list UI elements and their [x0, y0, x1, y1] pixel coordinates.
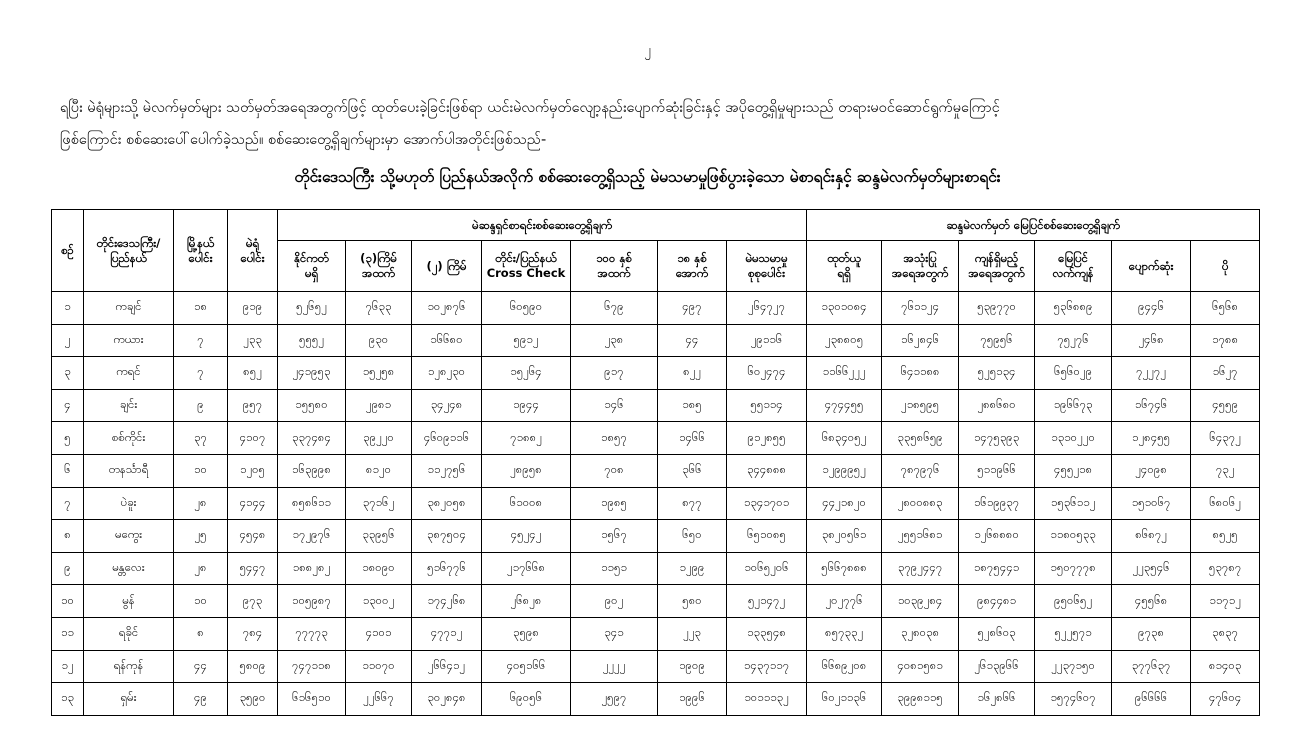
col-header-region — [84, 210, 174, 292]
cell-age100: ၁၁၅၁ — [571, 552, 658, 585]
cell-age18: ၈၂၂ — [658, 357, 727, 390]
cell-lost: ၁၂၈၄၅၅ — [1112, 422, 1191, 455]
cell-station-count: ၇၈၄ — [228, 617, 278, 650]
cell-no-nrc: ၅၂၆၅၂ — [278, 292, 346, 325]
group-header-voter-list: မဲဆန္ဒရှင်စာရင်းစစ်ဆေးတွေ့ရှိချက် — [278, 210, 807, 241]
cell-station-count: ၃၅၉၀ — [228, 683, 278, 716]
cell-actual: ၁၁၈၀၅၃၃ — [1035, 520, 1112, 553]
cell-cross-check: ၂၈၉၅၈ — [482, 454, 571, 487]
col-header-remain — [959, 241, 1035, 292]
cell-station-count: ၁၂၀၅ — [228, 454, 278, 487]
cell-age18: ၁၈၅ — [658, 389, 727, 422]
cell-over3: ၂၉၈၁ — [346, 389, 412, 422]
cell-actual: ၁၅၀၇၇၇၈ — [1035, 552, 1112, 585]
cell-remain: ၅၂၈၆၀၃ — [959, 617, 1035, 650]
cell-remain: ၁၈၇၅၄၄၁ — [959, 552, 1035, 585]
table-row — [52, 683, 1260, 716]
cell-remain: ၁၂၆၈၈၈၀ — [959, 520, 1035, 553]
cell-over3: ၃၃၉၅၆ — [346, 520, 412, 553]
col-header-age100-line1: ၁၀၀ နှစ် — [596, 251, 632, 265]
cell-twice: ၁၁၂၇၅၆ — [412, 454, 482, 487]
cell-lost: ၁၆၇၄၆ — [1112, 389, 1191, 422]
cell-extra: ၆၈၀၆၂ — [1191, 487, 1260, 520]
cell-total-fraud: ၅၅၁၁၄ — [727, 389, 807, 422]
col-header-used-line2: အရေအတွက် — [891, 266, 949, 280]
table-row — [52, 552, 1260, 585]
cell-used: ၁၆၂၈၄၆ — [882, 324, 959, 357]
col-header-issued — [807, 241, 882, 292]
col-header-age18-line2: အောက် — [675, 266, 709, 280]
fraud-table — [51, 209, 1260, 716]
cell-no-nrc: ၇၇၇၇၃ — [278, 617, 346, 650]
col-header-over3-line1: (၃)ကြိမ် — [360, 251, 397, 265]
table-body — [52, 292, 1260, 716]
cell-issued: ၁၃၀၁၀၈၄ — [807, 292, 882, 325]
cell-sr: ၇ — [52, 487, 84, 520]
col-header-total-fraud — [727, 241, 807, 292]
cell-cross-check: ၁၉၄၄ — [482, 389, 571, 422]
cell-twice: ၃၈၇၅၀၄ — [412, 520, 482, 553]
cell-over3: ၁၃၀၀၂ — [346, 585, 412, 618]
cell-township-count: ၇ — [174, 324, 228, 357]
cell-sr: ၄ — [52, 389, 84, 422]
cell-no-nrc: ၁၀၅၉၈၇ — [278, 585, 346, 618]
cell-sr: ၆ — [52, 454, 84, 487]
cell-total-fraud: ၁၃၄၁၇၀၁ — [727, 487, 807, 520]
cell-region: မကွေး — [84, 520, 174, 553]
cell-issued: ၆၀၂၁၁၃၆ — [807, 683, 882, 716]
col-header-township-line1: မြို့နယ် — [186, 235, 215, 250]
cell-extra: ၃၈၃၇ — [1191, 617, 1260, 650]
cell-over3: ၄၁၀၁ — [346, 617, 412, 650]
cell-issued: ၈၅၇၃၃၂ — [807, 617, 882, 650]
cell-actual: ၅၂၂၅၇၁ — [1035, 617, 1112, 650]
cell-used: ၁၀၃၉၂၈၄ — [882, 585, 959, 618]
cell-age100: ၂၃၈ — [571, 324, 658, 357]
cell-twice: ၁၀၂၈၇၆ — [412, 292, 482, 325]
cell-township-count: ၁၀ — [174, 454, 228, 487]
cell-twice: ၅၁၆၇၇၆ — [412, 552, 482, 585]
cell-township-count: ၄၉ — [174, 683, 228, 716]
col-header-age18-line1: ၁၈ နှစ် — [677, 251, 707, 265]
cell-lost: ၂၂၃၅၄၆ — [1112, 552, 1191, 585]
cell-cross-check: ၆၉၀၅၆ — [482, 683, 571, 716]
col-header-township — [174, 210, 228, 292]
cell-used: ၂၁၈၅၉၅ — [882, 389, 959, 422]
table-title: တိုင်းဒေသကြီး သို့မဟုတ် ပြည်နယ်အလိုက် စစ်ဆေးတွေ့ရှိသည့် မဲမသမာမှုဖြစ်ပွားခဲ့သော မဲစာရင်းနှင့် ဆန္ဒမဲလက်မှတ်များစာရင်း — [294, 168, 1001, 186]
cell-actual: ၁၅၃၆၁၁၂ — [1035, 487, 1112, 520]
cell-age18: ၁၉၀၉ — [658, 650, 727, 683]
cell-township-count: ၄၄ — [174, 650, 228, 683]
cell-no-nrc: ၈၅၈၆၁၁ — [278, 487, 346, 520]
cell-issued: ၂၃၈၈၀၅ — [807, 324, 882, 357]
col-header-cross-check — [482, 241, 571, 292]
col-header-remain-line1: ကျန်ရှိမည့် — [974, 251, 1019, 265]
cell-issued: ၄၄၂၁၈၂၀ — [807, 487, 882, 520]
table-row — [52, 422, 1260, 455]
cell-total-fraud: ၆၀၂၄၇၄ — [727, 357, 807, 390]
cell-age18: ၂၂၃ — [658, 617, 727, 650]
cell-actual: ၄၅၅၂၁၈ — [1035, 454, 1112, 487]
cell-used: ၃၉၉၈၁၁၅ — [882, 683, 959, 716]
cell-township-count: ၂၈ — [174, 487, 228, 520]
cell-no-nrc: ၁၈၈၂၈၂ — [278, 552, 346, 585]
cell-region: ကရင် — [84, 357, 174, 390]
cell-township-count: ၂၅ — [174, 520, 228, 553]
cell-over3: ၃၇၁၆၂ — [346, 487, 412, 520]
table-row — [52, 324, 1260, 357]
cell-lost: ၈၆၈၇၂ — [1112, 520, 1191, 553]
col-header-total-fraud-line2: စုစုပေါင်း — [748, 266, 786, 280]
cell-lost: ၁၅၁၀၆၇ — [1112, 487, 1191, 520]
cell-twice: ၄၇၇၁၂ — [412, 617, 482, 650]
cell-lost: ၂၄၆၈ — [1112, 324, 1191, 357]
cell-cross-check: ၅၉၁၂ — [482, 324, 571, 357]
cell-issued: ၆၈၃၄၀၅၂ — [807, 422, 882, 455]
cell-region: ကချင် — [84, 292, 174, 325]
cell-twice: ၃၈၂၀၅၈ — [412, 487, 482, 520]
cell-station-count: ၉၁၉ — [228, 292, 278, 325]
cell-lost: ၉၇၃၈ — [1112, 617, 1191, 650]
cell-age100: ၂၂၂၂ — [571, 650, 658, 683]
cell-township-count: ၁၀ — [174, 585, 228, 618]
cell-region: ကယား — [84, 324, 174, 357]
cell-no-nrc: ၂၄၁၉၅၃ — [278, 357, 346, 390]
cell-region: ပဲခူး — [84, 487, 174, 520]
cell-over3: ၃၉၂၂၀ — [346, 422, 412, 455]
cell-township-count: ၃၇ — [174, 422, 228, 455]
cell-used: ၃၇၉၂၄၄၇ — [882, 552, 959, 585]
cell-age18: ၁၉၉၆ — [658, 683, 727, 716]
cell-sr: ၁၁ — [52, 617, 84, 650]
group-header-ballot: ဆန္ဒမဲလက်မှတ် မြေပြင်စစ်ဆေးတွေ့ရှိချက် — [807, 210, 1260, 241]
col-header-no-nrc-line2: မရှိ — [304, 266, 319, 280]
col-header-age100-line2: အထက် — [597, 266, 631, 280]
cell-total-fraud: ၂၆၄၇၂၇ — [727, 292, 807, 325]
cell-cross-check: ၆၁၀၀၈ — [482, 487, 571, 520]
cell-extra: ၄၇၆၀၄ — [1191, 683, 1260, 716]
cell-issued: ၆၆၈၉၂၀၈ — [807, 650, 882, 683]
col-header-actual-line1: မြေပြင် — [1058, 251, 1089, 265]
col-header-cross-line2: Cross Check — [486, 266, 566, 280]
cell-age100: ၁၄၆ — [571, 389, 658, 422]
cell-total-fraud: ၉၁၂၈၅၅ — [727, 422, 807, 455]
cell-age18: ၄၄ — [658, 324, 727, 357]
cell-cross-check: ၂၆၈၂၈ — [482, 585, 571, 618]
cell-no-nrc: ၃၃၇၄၈၄ — [278, 422, 346, 455]
table-row — [52, 650, 1260, 683]
cell-station-count: ၄၁၄၄ — [228, 487, 278, 520]
cell-cross-check: ၄၅၂၄၂ — [482, 520, 571, 553]
cell-sr: ၈ — [52, 520, 84, 553]
cell-actual: ၅၃၆၈၈၉ — [1035, 292, 1112, 325]
cell-over3: ၇၆၃၃ — [346, 292, 412, 325]
cell-twice: ၁၇၄၂၆၈ — [412, 585, 482, 618]
cell-used: ၂၈၀၀၈၈၃ — [882, 487, 959, 520]
intro-paragraph — [60, 92, 1260, 156]
cell-twice: ၃၄၂၄၈ — [412, 389, 482, 422]
cell-total-fraud: ၃၄၄၈၈၈ — [727, 454, 807, 487]
cell-age100: ၂၅၉၇ — [571, 683, 658, 716]
table-row — [52, 357, 1260, 390]
cell-station-count: ၄၁၀၇ — [228, 422, 278, 455]
cell-age18: ၈၇၇ — [658, 487, 727, 520]
table-row — [52, 454, 1260, 487]
col-header-remain-line2: အရေအတွက် — [968, 266, 1025, 280]
cell-township-count: ၈ — [174, 617, 228, 650]
cell-station-count: ၉၅၇ — [228, 389, 278, 422]
col-header-lost: ပျောက်ဆုံး — [1112, 241, 1191, 292]
cell-extra: ၁၇၈၈ — [1191, 324, 1260, 357]
cell-remain: ၅၃၉၇၇၀ — [959, 292, 1035, 325]
cell-remain: ၁၄၇၅၃၉၃ — [959, 422, 1035, 455]
cell-sr: ၉ — [52, 552, 84, 585]
col-header-extra: ပို — [1191, 241, 1260, 292]
cell-over3: ၁၅၂၅၈ — [346, 357, 412, 390]
cell-township-count: ၇ — [174, 357, 228, 390]
cell-region: မွန် — [84, 585, 174, 618]
cell-total-fraud: ၁၄၃၇၁၁၇ — [727, 650, 807, 683]
col-header-used — [882, 241, 959, 292]
col-header-township-line2: ပေါင်း — [188, 250, 213, 265]
col-header-region-line2: ပြည်နယ် — [110, 250, 147, 265]
cell-used: ၂၅၅၁၆၈၁ — [882, 520, 959, 553]
cell-age18: ၄၉၇ — [658, 292, 727, 325]
col-header-no-nrc — [278, 241, 346, 292]
cell-lost: ၉၆၆၆၆ — [1112, 683, 1191, 716]
cell-sr: ၁၀ — [52, 585, 84, 618]
cell-region: ရှမ်း — [84, 683, 174, 716]
cell-station-count: ၂၃၃ — [228, 324, 278, 357]
cell-remain: ၁၆၁၉၉၃၇ — [959, 487, 1035, 520]
cell-lost: ၄၅၅၆၈ — [1112, 585, 1191, 618]
cell-age18: ၁၂၉၉ — [658, 552, 727, 585]
cell-total-fraud: ၁၃၃၅၄၈ — [727, 617, 807, 650]
page-number: ၂ — [644, 43, 651, 58]
cell-remain: ၁၆၂၈၆၆ — [959, 683, 1035, 716]
cell-extra: ၈၁၄၀၃ — [1191, 650, 1260, 683]
cell-extra: ၄၅၅၉ — [1191, 389, 1260, 422]
cell-actual: ၉၅၀၆၅၂ — [1035, 585, 1112, 618]
cell-age18: ၁၄၆၆ — [658, 422, 727, 455]
col-header-over3 — [346, 241, 412, 292]
cell-used: ၃၂၈၀၃၈ — [882, 617, 959, 650]
cell-issued: ၁၂၉၉၉၅၂ — [807, 454, 882, 487]
cell-cross-check: ၄၀၅၁၆၆ — [482, 650, 571, 683]
table-row — [52, 292, 1260, 325]
cell-extra: ၆၅၆၈ — [1191, 292, 1260, 325]
cell-lost: ၇၂၂၇၂ — [1112, 357, 1191, 390]
cell-age100: ၆၇၉ — [571, 292, 658, 325]
cell-actual: ၁၅၇၄၆၀၇ — [1035, 683, 1112, 716]
cell-extra: ၇၃၂ — [1191, 454, 1260, 487]
col-header-total-fraud-line1: မဲမသမာမှု — [745, 251, 788, 265]
cell-age18: ၆၅၀ — [658, 520, 727, 553]
cell-cross-check: ၃၅၉၈ — [482, 617, 571, 650]
cell-total-fraud: ၆၅၁၀၈၅ — [727, 520, 807, 553]
cell-twice: ၁၆၆၈၀ — [412, 324, 482, 357]
cell-sr: ၁ — [52, 292, 84, 325]
cell-used: ၃၃၅၈၆၅၉ — [882, 422, 959, 455]
cell-sr: ၃ — [52, 357, 84, 390]
col-header-over3-line2: အထက် — [362, 266, 395, 280]
cell-age100: ၃၄၁ — [571, 617, 658, 650]
cell-twice: ၁၂၈၂၃၀ — [412, 357, 482, 390]
col-header-station-line1: မဲရုံ — [245, 235, 260, 250]
cell-total-fraud: ၂၉၁၁၆ — [727, 324, 807, 357]
cell-no-nrc: ၆၁၆၅၁၀ — [278, 683, 346, 716]
cell-used: ၄၀၈၁၅၈၁ — [882, 650, 959, 683]
cell-no-nrc: ၁၇၂၉၇၆ — [278, 520, 346, 553]
col-header-station — [228, 210, 278, 292]
cell-age100: ၁၅၆၇ — [571, 520, 658, 553]
col-header-age18 — [658, 241, 727, 292]
cell-issued: ၁၁၆၆၂၂၂ — [807, 357, 882, 390]
cell-actual: ၁၃၁၀၂၂၀ — [1035, 422, 1112, 455]
col-header-age100 — [571, 241, 658, 292]
cell-station-count: ၉၇၃ — [228, 585, 278, 618]
cell-township-count: ၂၈ — [174, 552, 228, 585]
cell-total-fraud: ၁၀၁၁၁၃၂ — [727, 683, 807, 716]
col-header-region-line1: တိုင်းဒေသကြီး/ — [96, 235, 161, 250]
cell-cross-check: ၁၅၂၆၄ — [482, 357, 571, 390]
cell-no-nrc: ၁၆၃၉၉၈ — [278, 454, 346, 487]
col-header-issued-line1: ထုတ်ယူ — [827, 251, 861, 265]
cell-no-nrc: ၅၅၅၂ — [278, 324, 346, 357]
cell-cross-check: ၇၁၈၈၂ — [482, 422, 571, 455]
cell-extra: ၁၆၂၇ — [1191, 357, 1260, 390]
cell-lost: ၂၄၀၉၈ — [1112, 454, 1191, 487]
cell-station-count: ၄၅၄၈ — [228, 520, 278, 553]
col-header-no-nrc-line1: နိုင်ကတ် — [294, 251, 329, 265]
cell-used: ၇၈၇၉၇၆ — [882, 454, 959, 487]
col-header-station-line2: ပေါင်း — [240, 250, 265, 265]
cell-total-fraud: ၁၀၆၅၂၀၆ — [727, 552, 807, 585]
cell-issued: ၄၇၄၄၅၅ — [807, 389, 882, 422]
cell-extra: ၆၄၃၇၂ — [1191, 422, 1260, 455]
col-header-sr: စဉ် — [52, 210, 84, 292]
col-header-twice: (၂) ကြိမ် — [412, 241, 482, 292]
col-header-issued-line2: ရရှိ — [837, 266, 851, 280]
cell-used: ၇၆၁၁၂၄ — [882, 292, 959, 325]
cell-twice: ၄၆၀၉၁၁၆ — [412, 422, 482, 455]
cell-station-count: ၅၈၀၉ — [228, 650, 278, 683]
cell-remain: ၂၈၈၆၈၀ — [959, 389, 1035, 422]
cell-township-count: ၁၈ — [174, 292, 228, 325]
cell-region: မန္တလေး — [84, 552, 174, 585]
cell-age100: ၉၀၂ — [571, 585, 658, 618]
cell-region: ချင်း — [84, 389, 174, 422]
cell-lost: ၃၇၇၆၃၇ — [1112, 650, 1191, 683]
cell-actual: ၆၅၆၀၂၉ — [1035, 357, 1112, 390]
cell-remain: ၅၁၁၉၆၆ — [959, 454, 1035, 487]
cell-extra: ၁၁၇၁၂ — [1191, 585, 1260, 618]
cell-sr: ၂ — [52, 324, 84, 357]
cell-region: ရခိုင် — [84, 617, 174, 650]
cell-sr: ၁၃ — [52, 683, 84, 716]
col-header-actual-line2: လက်ကျန် — [1052, 266, 1094, 280]
cell-region: တနင်္သာရီ — [84, 454, 174, 487]
cell-station-count: ၈၅၂ — [228, 357, 278, 390]
cell-actual: ၁၉၆၆၇၃ — [1035, 389, 1112, 422]
cell-no-nrc: ၁၅၅၈၀ — [278, 389, 346, 422]
cell-age100: ၇၀၈ — [571, 454, 658, 487]
cell-age100: ၁၉၈၅ — [571, 487, 658, 520]
col-header-cross-line1: တိုင်း/ပြည်နယ် — [495, 251, 557, 265]
cell-remain: ၅၂၅၁၃၄ — [959, 357, 1035, 390]
cell-actual: ၂၂၃၇၁၅၀ — [1035, 650, 1112, 683]
cell-lost: ၉၄၄၆ — [1112, 292, 1191, 325]
cell-over3: ၁၈၀၉၀ — [346, 552, 412, 585]
cell-issued: ၂၀၂၇၇၆ — [807, 585, 882, 618]
cell-remain: ၂၆၁၃၉၆၆ — [959, 650, 1035, 683]
cell-remain: ၉၈၄၄၈၁ — [959, 585, 1035, 618]
col-header-used-line1: အသုံးပြု — [903, 251, 937, 265]
intro-line-2: ဖြစ်ကြောင်း စစ်ဆေးပေါ်ပေါက်ခဲ့သည်။ စစ်ဆေးတွေ့ရှိချက်များမှာ အောက်ပါအတိုင်းဖြစ်သည်- — [60, 132, 547, 148]
table-row — [52, 585, 1260, 618]
cell-issued: ၃၈၂၀၅၆၁ — [807, 520, 882, 553]
cell-no-nrc: ၇၄၇၁၁၈ — [278, 650, 346, 683]
cell-twice: ၃၀၂၈၄၈ — [412, 683, 482, 716]
cell-actual: ၇၅၂၇၆ — [1035, 324, 1112, 357]
cell-issued: ၅၆၆၇၈၈၈ — [807, 552, 882, 585]
table-row — [52, 520, 1260, 553]
cell-twice: ၂၆၆၄၁၂ — [412, 650, 482, 683]
cell-age18: ၃၆၆ — [658, 454, 727, 487]
intro-line-1: ရပြီး မဲရုံများသို့ မဲလက်မှတ်များ သတ်မှတ်အရေအတွက်ဖြင့် ထုတ်ပေးခဲ့ခြင်းဖြစ်ရာ ယင်းမဲလက်မှတ်လျော့နည်းပျောက်ဆုံးခြင်းနှင့် အပိုတွေ့ရှိမှုများသည် တရားမဝင်ဆောင်ရွက်မှုကြောင့် — [60, 100, 1000, 116]
cell-used: ၆၄၁၁၈၈ — [882, 357, 959, 390]
cell-remain: ၇၅၉၅၆ — [959, 324, 1035, 357]
cell-region: ရန်ကုန် — [84, 650, 174, 683]
cell-sr: ၅ — [52, 422, 84, 455]
cell-age100: ၁၈၅၇ — [571, 422, 658, 455]
table-row — [52, 389, 1260, 422]
table-row — [52, 487, 1260, 520]
cell-age18: ၅၈၀ — [658, 585, 727, 618]
cell-total-fraud: ၅၂၁၄၇၂ — [727, 585, 807, 618]
cell-age100: ၉၁၇ — [571, 357, 658, 390]
cell-over3: ၈၁၂၀ — [346, 454, 412, 487]
cell-station-count: ၅၄၄၇ — [228, 552, 278, 585]
cell-over3: ၁၁၀၇၀ — [346, 650, 412, 683]
cell-extra: ၅၃၇၈၇ — [1191, 552, 1260, 585]
col-header-actual — [1035, 241, 1112, 292]
cell-over3: ၉၃၀ — [346, 324, 412, 357]
cell-township-count: ၉ — [174, 389, 228, 422]
cell-sr: ၁၂ — [52, 650, 84, 683]
cell-cross-check: ၂၁၇၆၆၈ — [482, 552, 571, 585]
table-row — [52, 617, 1260, 650]
cell-cross-check: ၆၀၅၉၀ — [482, 292, 571, 325]
cell-extra: ၈၅၂၅ — [1191, 520, 1260, 553]
cell-region: စစ်ကိုင်း — [84, 422, 174, 455]
cell-over3: ၂၂၆၆၇ — [346, 683, 412, 716]
